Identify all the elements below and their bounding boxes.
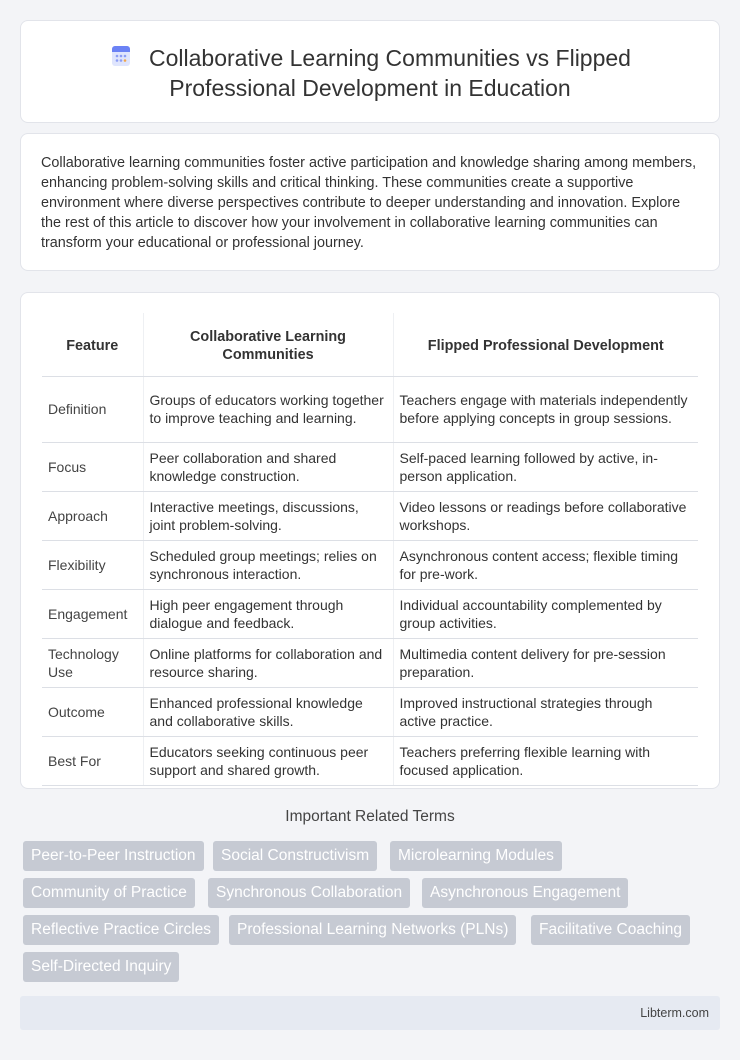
footer bbox=[20, 996, 720, 1030]
cell-flipped: Individual accountability complemented by group activities. bbox=[393, 589, 698, 638]
header-feature: Feature bbox=[42, 313, 143, 376]
cell-collaborative: High peer engagement through dialogue and feedback. bbox=[143, 589, 393, 638]
cell-flipped: Teachers preferring flexible learning with focused application. bbox=[393, 736, 698, 785]
related-term-tag[interactable]: Microlearning Modules bbox=[390, 841, 562, 871]
comparison-table bbox=[42, 313, 698, 786]
intro-card bbox=[20, 133, 720, 271]
cell-collaborative: Educators seeking continuous peer support and shared growth. bbox=[143, 736, 393, 785]
cell-feature: Outcome bbox=[42, 687, 143, 736]
cell-feature: Focus bbox=[42, 442, 143, 491]
cell-collaborative: Interactive meetings, discussions, joint problem-solving. bbox=[143, 491, 393, 540]
title-line-1: Collaborative Learning Communities vs Flipped bbox=[149, 45, 631, 71]
table-row bbox=[42, 491, 698, 540]
related-term-tag[interactable]: Professional Learning Networks (PLNs) bbox=[229, 915, 516, 945]
related-term-tag[interactable]: Synchronous Collaboration bbox=[208, 878, 410, 908]
table-row bbox=[42, 589, 698, 638]
cell-flipped: Asynchronous content access; flexible timing for pre-work. bbox=[393, 540, 698, 589]
cell-flipped: Self-paced learning followed by active, in-person application. bbox=[393, 442, 698, 491]
related-term-tag[interactable]: Reflective Practice Circles bbox=[23, 915, 219, 945]
document-icon bbox=[109, 44, 133, 68]
intro-paragraph: Collaborative learning communities foster active participation and knowledge sharing among members, enhancing problem-solving skills and critical thinking. These communities create a supportive environment where diverse perspectives contribute to deeper understanding and innovation. Explore the rest of this article to discover how your involvement in collaborative learning communities can transform your educational or professional journey. bbox=[41, 155, 697, 251]
header-collaborative: Collaborative Learning Communities bbox=[143, 313, 393, 376]
table-row bbox=[42, 638, 698, 687]
related-term-tag[interactable]: Asynchronous Engagement bbox=[422, 878, 628, 908]
footer-site-link[interactable]: Libterm.com bbox=[640, 1006, 709, 1020]
title-line-2: Professional Development in Education bbox=[169, 75, 571, 101]
cell-feature: Technology Use bbox=[42, 638, 143, 687]
page-title bbox=[21, 43, 719, 103]
related-terms-title: Important Related Terms bbox=[285, 808, 455, 825]
cell-collaborative: Scheduled group meetings; relies on synchronous interaction. bbox=[143, 540, 393, 589]
related-term-tag[interactable]: Community of Practice bbox=[23, 878, 195, 908]
table-header-row bbox=[42, 313, 698, 376]
table-row bbox=[42, 442, 698, 491]
table-row bbox=[42, 540, 698, 589]
related-term-tag[interactable]: Facilitative Coaching bbox=[531, 915, 690, 945]
title-card bbox=[20, 20, 720, 123]
related-term-tag[interactable]: Peer-to-Peer Instruction bbox=[23, 841, 204, 871]
cell-feature: Definition bbox=[42, 376, 143, 442]
related-term-tag[interactable]: Self-Directed Inquiry bbox=[23, 952, 179, 982]
cell-flipped: Improved instructional strategies through active practice. bbox=[393, 687, 698, 736]
table-row bbox=[42, 376, 698, 442]
comparison-card bbox=[20, 292, 720, 789]
table-row bbox=[42, 687, 698, 736]
cell-collaborative: Groups of educators working together to improve teaching and learning. bbox=[143, 376, 393, 442]
cell-collaborative: Online platforms for collaboration and resource sharing. bbox=[143, 638, 393, 687]
cell-feature: Best For bbox=[42, 736, 143, 785]
table-row bbox=[42, 736, 698, 785]
cell-flipped: Multimedia content delivery for pre-session preparation. bbox=[393, 638, 698, 687]
cell-collaborative: Peer collaboration and shared knowledge construction. bbox=[143, 442, 393, 491]
cell-collaborative: Enhanced professional knowledge and collaborative skills. bbox=[143, 687, 393, 736]
cell-feature: Flexibility bbox=[42, 540, 143, 589]
cell-flipped: Video lessons or readings before collaborative workshops. bbox=[393, 491, 698, 540]
cell-feature: Approach bbox=[42, 491, 143, 540]
cell-flipped: Teachers engage with materials independently before applying concepts in group sessions. bbox=[393, 376, 698, 442]
header-flipped: Flipped Professional Development bbox=[393, 313, 698, 376]
cell-feature: Engagement bbox=[42, 589, 143, 638]
related-term-tag[interactable]: Social Constructivism bbox=[213, 841, 377, 871]
